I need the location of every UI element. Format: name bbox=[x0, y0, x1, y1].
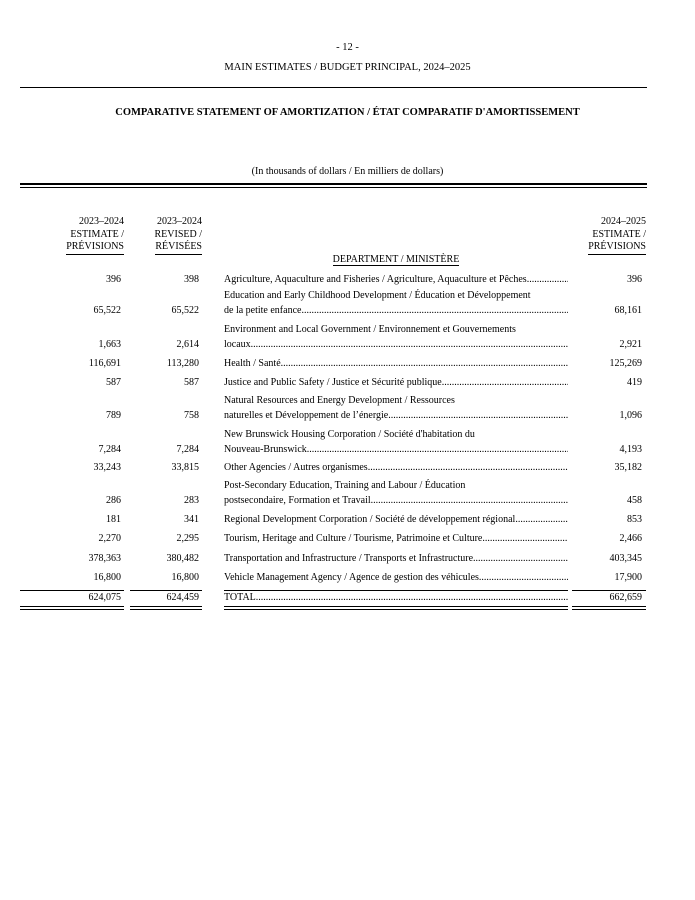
department-name: Vehicle Management Agency / Agence de gestion des véhicules bbox=[224, 572, 479, 583]
estimate-2023-cell: 286 bbox=[106, 495, 121, 506]
estimate-2023-cell: 181 bbox=[106, 514, 121, 525]
department-name: naturelles et Développement de l’énergie bbox=[224, 410, 389, 421]
revised-2023-cell: 341 bbox=[184, 514, 199, 525]
estimate-2023-cell: 587 bbox=[106, 377, 121, 388]
table-row bbox=[0, 393, 695, 423]
col-head-line: REVISED / bbox=[154, 228, 202, 240]
department-name: Tourism, Heritage and Culture / Tourisme, Patrimoine et Culture bbox=[224, 533, 483, 544]
estimate-2024-cell: 17,900 bbox=[614, 572, 642, 583]
col-head-revised-2023 bbox=[130, 216, 202, 255]
revised-2023-cell: 2,295 bbox=[176, 533, 199, 544]
department-name-line1: Natural Resources and Energy Development / Ressources bbox=[224, 395, 455, 406]
total-underline bbox=[224, 590, 568, 591]
estimate-2023-cell: 65,522 bbox=[93, 305, 121, 316]
page-title: COMPARATIVE STATEMENT OF AMORTIZATION / ÉTAT COMPARATIF D'AMORTISSEMENT bbox=[115, 107, 580, 118]
col-head-estimate-2023 bbox=[20, 216, 124, 255]
estimate-2024-cell: 403,345 bbox=[609, 553, 642, 564]
running-head: MAIN ESTIMATES / BUDGET PRINCIPAL, 2024–2025 bbox=[224, 62, 471, 73]
estimate-2023-cell: 16,800 bbox=[93, 572, 121, 583]
estimate-2024-cell: 4,193 bbox=[619, 444, 642, 455]
total-label bbox=[224, 590, 568, 605]
department-name: Justice and Public Safety / Justice et Sécurité publique bbox=[224, 377, 442, 388]
col-head-line: ESTIMATE / bbox=[592, 228, 646, 240]
dot-leader bbox=[442, 375, 568, 390]
col-head-line: 2024–2025 bbox=[601, 216, 646, 227]
department-name: Agriculture, Aquaculture and Fisheries / Agriculture, Aquaculture et Pêches bbox=[224, 274, 527, 285]
estimate-2024-cell: 419 bbox=[627, 377, 642, 388]
revised-2023-cell: 758 bbox=[184, 410, 199, 421]
revised-2023-cell: 7,284 bbox=[176, 444, 199, 455]
department-name-line1: New Brunswick Housing Corporation / Société d'habitation du bbox=[224, 429, 475, 440]
total-revised-2023: 624,459 bbox=[166, 592, 199, 603]
col-head-line: 2023–2024 bbox=[157, 216, 202, 227]
col-head-line: PRÉVISIONS bbox=[588, 241, 646, 255]
revised-2023-cell: 587 bbox=[184, 377, 199, 388]
header-rule bbox=[20, 87, 647, 88]
department-name-line1: Post-Secondary Education, Training and Labour / Éducation bbox=[224, 480, 466, 491]
dot-leader bbox=[368, 460, 568, 475]
total-double-underline bbox=[572, 606, 646, 610]
estimate-2023-cell: 2,270 bbox=[98, 533, 121, 544]
department-cell bbox=[224, 570, 568, 585]
estimate-2024-cell: 1,096 bbox=[619, 410, 642, 421]
col-head-line: ESTIMATE / bbox=[70, 228, 124, 240]
total-double-underline bbox=[224, 606, 568, 610]
department-cell bbox=[224, 393, 568, 423]
estimate-2023-cell: 7,284 bbox=[98, 444, 121, 455]
department-cell bbox=[224, 375, 568, 390]
table-row bbox=[0, 288, 695, 318]
estimate-2024-cell: 853 bbox=[627, 514, 642, 525]
revised-2023-cell: 398 bbox=[184, 274, 199, 285]
total-estimate-2023: 624,075 bbox=[88, 592, 121, 603]
revised-2023-cell: 283 bbox=[184, 495, 199, 506]
page-number: - 12 - bbox=[336, 42, 359, 53]
estimate-2023-cell: 396 bbox=[106, 274, 121, 285]
revised-2023-cell: 113,280 bbox=[166, 358, 199, 369]
estimate-2023-cell: 1,663 bbox=[98, 339, 121, 350]
department-name: Regional Development Corporation / Société de développement régional bbox=[224, 514, 516, 525]
department-cell bbox=[224, 272, 568, 287]
department-cell bbox=[224, 288, 568, 318]
total-underline bbox=[572, 590, 646, 591]
estimate-2024-cell: 396 bbox=[627, 274, 642, 285]
dot-leader bbox=[301, 303, 568, 318]
estimate-2023-cell: 116,691 bbox=[88, 358, 121, 369]
estimate-2024-cell: 125,269 bbox=[609, 358, 642, 369]
estimate-2024-cell: 2,921 bbox=[619, 339, 642, 350]
department-name: de la petite enfance bbox=[224, 305, 302, 316]
estimate-2024-cell: 2,466 bbox=[619, 533, 642, 544]
table-row bbox=[0, 257, 695, 287]
estimate-2023-cell: 378,363 bbox=[88, 553, 121, 564]
revised-2023-cell: 2,614 bbox=[176, 339, 199, 350]
col-head-line: 2023–2024 bbox=[79, 216, 124, 227]
department-name: Other Agencies / Autres organismes bbox=[224, 462, 368, 473]
total-underline bbox=[20, 590, 124, 591]
total-row bbox=[0, 590, 695, 605]
col-head-line: DEPARTMENT / MINISTÈRE bbox=[332, 254, 460, 265]
total-estimate-2024: 662,659 bbox=[609, 592, 642, 603]
department-name: Nouveau-Brunswick bbox=[224, 444, 307, 455]
department-name-line1: Education and Early Childhood Development / Éducation et Développement bbox=[224, 290, 531, 301]
estimate-2023-cell: 789 bbox=[106, 410, 121, 421]
dot-leader bbox=[388, 408, 568, 423]
estimate-2024-cell: 68,161 bbox=[614, 305, 642, 316]
double-rule bbox=[20, 183, 647, 188]
revised-2023-cell: 16,800 bbox=[171, 572, 199, 583]
col-head-estimate-2024 bbox=[572, 216, 646, 255]
revised-2023-cell: 65,522 bbox=[171, 305, 199, 316]
total-underline bbox=[130, 590, 202, 591]
department-name: Transportation and Infrastructure / Transports et Infrastructure bbox=[224, 553, 474, 564]
estimate-2024-cell: 35,182 bbox=[614, 462, 642, 473]
revised-2023-cell: 33,815 bbox=[171, 462, 199, 473]
total-double-underline bbox=[20, 606, 124, 610]
department-name-line1: Environment and Local Government / Environnement et Gouvernements bbox=[224, 324, 516, 335]
department-name: locaux bbox=[224, 339, 251, 350]
total-label-text: TOTAL bbox=[224, 592, 256, 603]
dot-leader bbox=[479, 570, 568, 585]
dot-leader bbox=[527, 272, 568, 287]
revised-2023-cell: 380,482 bbox=[166, 553, 199, 564]
table-row bbox=[0, 360, 695, 390]
department-cell bbox=[224, 460, 568, 475]
department-name: Health / Santé bbox=[224, 358, 281, 369]
estimate-2023-cell: 33,243 bbox=[93, 462, 121, 473]
total-double-underline bbox=[130, 606, 202, 610]
department-name: postsecondaire, Formation et Travail bbox=[224, 495, 371, 506]
table-row bbox=[0, 445, 695, 475]
units-note: (In thousands of dollars / En milliers de dollars) bbox=[251, 166, 444, 177]
estimate-2024-cell: 458 bbox=[627, 495, 642, 506]
col-head-line: RÉVISÉES bbox=[155, 241, 202, 255]
table-row bbox=[0, 555, 695, 585]
col-head-line: PRÉVISIONS bbox=[66, 241, 124, 255]
